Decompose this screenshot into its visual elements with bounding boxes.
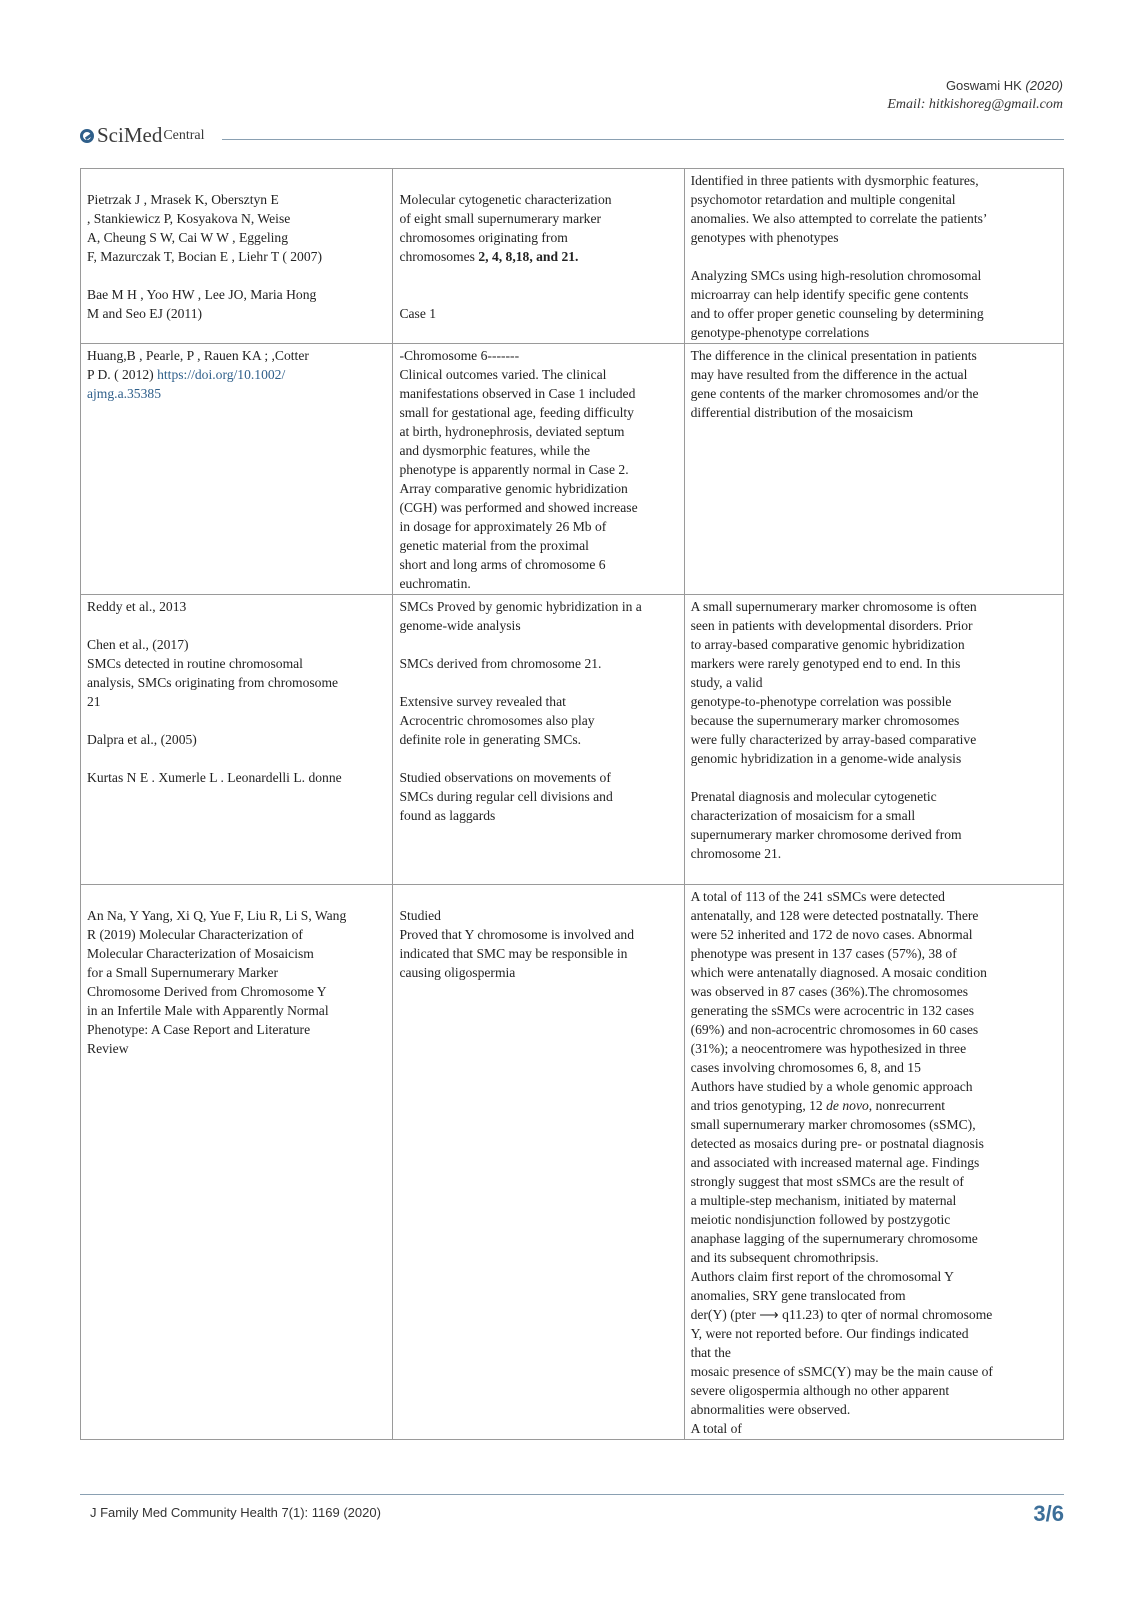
table-cell: [684, 344, 1063, 595]
table-cell: [81, 885, 393, 1440]
table-cell: [393, 885, 684, 1440]
finding-text: SMCs Proved by genomic hybridization in a genome-wide analysis: [399, 599, 642, 633]
table-cell: [684, 885, 1063, 1440]
citation-text: Kurtas N E . Xumerle L . Leonardelli L. donne: [87, 770, 342, 785]
publisher-logo: [80, 123, 205, 148]
logo-icon: [80, 129, 94, 143]
citation-text: Pietrzak J , Mrasek K, Obersztyn E , Stankiewicz P, Kosyakova N, Weise A, Cheung S W, Cai W W , Eggeling F, Mazurczak T, Bocian E , Liehr T ( 2007): [87, 192, 322, 264]
header-rule: [222, 139, 1064, 140]
logo-main-text: SciMed: [97, 123, 163, 147]
remark-text-part: , nonrecurrent small supernumerary marker chromosomes (sSMC), detected as mosaics during pre- or postnatal diagnosis and associated with increased maternal age. Findings strongly suggest that most sSMCs are the result of a multiple-step mechanism, initiated by maternal meiotic nondisjunction followed by postzygotic anaphase lagging of the supernumerary chromosome and its subsequent chromothripsis. Authors claim first report of the chromosomal Y anomalies, SRY gene translocated from der(Y) (pter ⟶ q11.23) to qter of normal chromosome Y, were not reported before. Our findings indicated that the mosaic presence of sSMC(Y) may be the main cause of severe oligospermia although no other apparent abnormalities were observed. A total of: [690, 1098, 993, 1436]
page-number: 3/6: [1033, 1501, 1064, 1526]
citation-text: Bae M H , Yoo HW , Lee JO, Maria Hong M and Seo EJ (2011): [87, 287, 317, 321]
citation-authors: Huang,B , Pearle, P , Rauen KA ; ,Cotter P D. ( 2012): [87, 348, 309, 382]
finding-text: Case 1: [399, 306, 437, 321]
remark-text-italic: de novo: [826, 1098, 869, 1113]
remark-text: Prenatal diagnosis and molecular cytogenetic characterization of mosaicism for a small supernumerary marker chromosome derived from chromosome 21.: [690, 789, 962, 861]
citation-text: [87, 346, 387, 403]
remark-text-part: A total of 113 of the 241 sSMCs were detected antenatally, and 128 were detected postnatally. There were 52 inherited and 172 de novo cases. Abnormal phenotype was present in 137 cases (57%), 38 of which were antenatally diagnosed. A mosaic condition was observed in 87 cases (36%).The chromosomes generating the sSMCs were acrocentric in 132 cases (69%) and non-acrocentric chromosomes in 60 cases (31%); a neocentromere was hypothesized in three cases involving chromosomes 6, 8, and 15 Authors have studied by a whole genomic approach and trios genotyping, 12: [690, 889, 987, 1113]
table-cell: [393, 169, 684, 344]
doi-link[interactable]: https://doi.org/10.1002/ ajmg.a.35385: [87, 367, 286, 401]
table-cell: [684, 169, 1063, 344]
footer-journal: J Family Med Community Health 7(1): 1169 (2020): [90, 1505, 381, 1520]
header-email: Email: hitkishoreg@gmail.com: [887, 97, 1063, 112]
table-cell: [684, 595, 1063, 885]
citation-text: Dalpra et al., (2005): [87, 732, 197, 747]
table-row: [81, 169, 1064, 344]
remark-text: Identified in three patients with dysmorphic features, psychomotor retardation and multiple congenital anomalies. We also attempted to correlate the patients’ genotypes with phenotypes: [690, 173, 988, 245]
table-cell: [81, 169, 393, 344]
remark-text: The difference in the clinical presentation in patients may have resulted from the difference in the actual gene contents of the marker chromosomes and/or the differential distribution of the mosaicism: [690, 348, 979, 420]
footer-rule: [80, 1494, 1064, 1495]
finding-text: Studied observations on movements of SMCs during regular cell divisions and found as laggards: [399, 770, 613, 823]
remark-text: [691, 887, 1058, 1438]
remark-text: Analyzing SMCs using high-resolution chromosomal microarray can help identify specific gene contents and to offer proper genetic counseling by determining genotype-phenotype correlations: [690, 268, 984, 340]
citation-text: An Na, Y Yang, Xi Q, Yue F, Liu R, Li S, Wang R (2019) Molecular Characterization of Molecular Characterization of Mosaicism for a Small Supernumerary Marker Chromosome Derived from Chromosome Y in an Infertile Male with Apparently Normal Phenotype: A Case Report and Literature Review: [87, 908, 347, 1056]
literature-table: [80, 168, 1064, 1440]
table-row: [81, 885, 1064, 1440]
author-year: (2020): [1025, 78, 1063, 93]
table-row: [81, 344, 1064, 595]
finding-text: -Chromosome 6------- Clinical outcomes varied. The clinical manifestations observed in Case 1 included small for gestational age, feeding difficulty at birth, hydronephrosis, deviated septum and dysmorphic features, while the phenotype is apparently normal in Case 2. Array comparative genomic hybridization (CGH) was performed and showed increase in dosage for approximately 26 Mb of genetic material from the proximal short and long arms of chromosome 6 euchromatin.: [399, 348, 638, 591]
finding-text-bold: 2, 4, 8,18, and 21.: [478, 249, 579, 264]
table-cell: [81, 344, 393, 595]
table-row: [81, 595, 1064, 885]
table-cell: [393, 344, 684, 595]
finding-text-intro: Molecular cytogenetic characterization of eight small supernumerary marker chromosomes originating from chromosomes: [399, 192, 612, 264]
finding-text: Extensive survey revealed that Acrocentric chromosomes also play definite role in generating SMCs.: [399, 694, 595, 747]
finding-text: Studied Proved that Y chromosome is involved and indicated that SMC may be responsible in causing oligospermia: [399, 908, 635, 980]
table-cell: [81, 595, 393, 885]
citation-text: Chen et al., (2017) SMCs detected in routine chromosomal analysis, SMCs originating from chromosome 21: [87, 637, 339, 709]
author-name: Goswami HK: [945, 78, 1022, 93]
logo-sub-text: Central: [163, 127, 205, 143]
finding-text: [399, 190, 678, 266]
remark-text: A small supernumerary marker chromosome is often seen in patients with developmental disorders. Prior to array-based comparative genomic hybridization markers were rarely genotyped end to end. In this study, a valid genotype-to-phenotype correlation was possible because the supernumerary marker chromosomes were fully characterized by array-based comparative genomic hybridization in a genome-wide analysis: [690, 599, 977, 766]
header-author: [946, 78, 1063, 93]
citation-text: Reddy et al., 2013: [87, 599, 187, 614]
finding-text: SMCs derived from chromosome 21.: [399, 656, 602, 671]
table-cell: [393, 595, 684, 885]
